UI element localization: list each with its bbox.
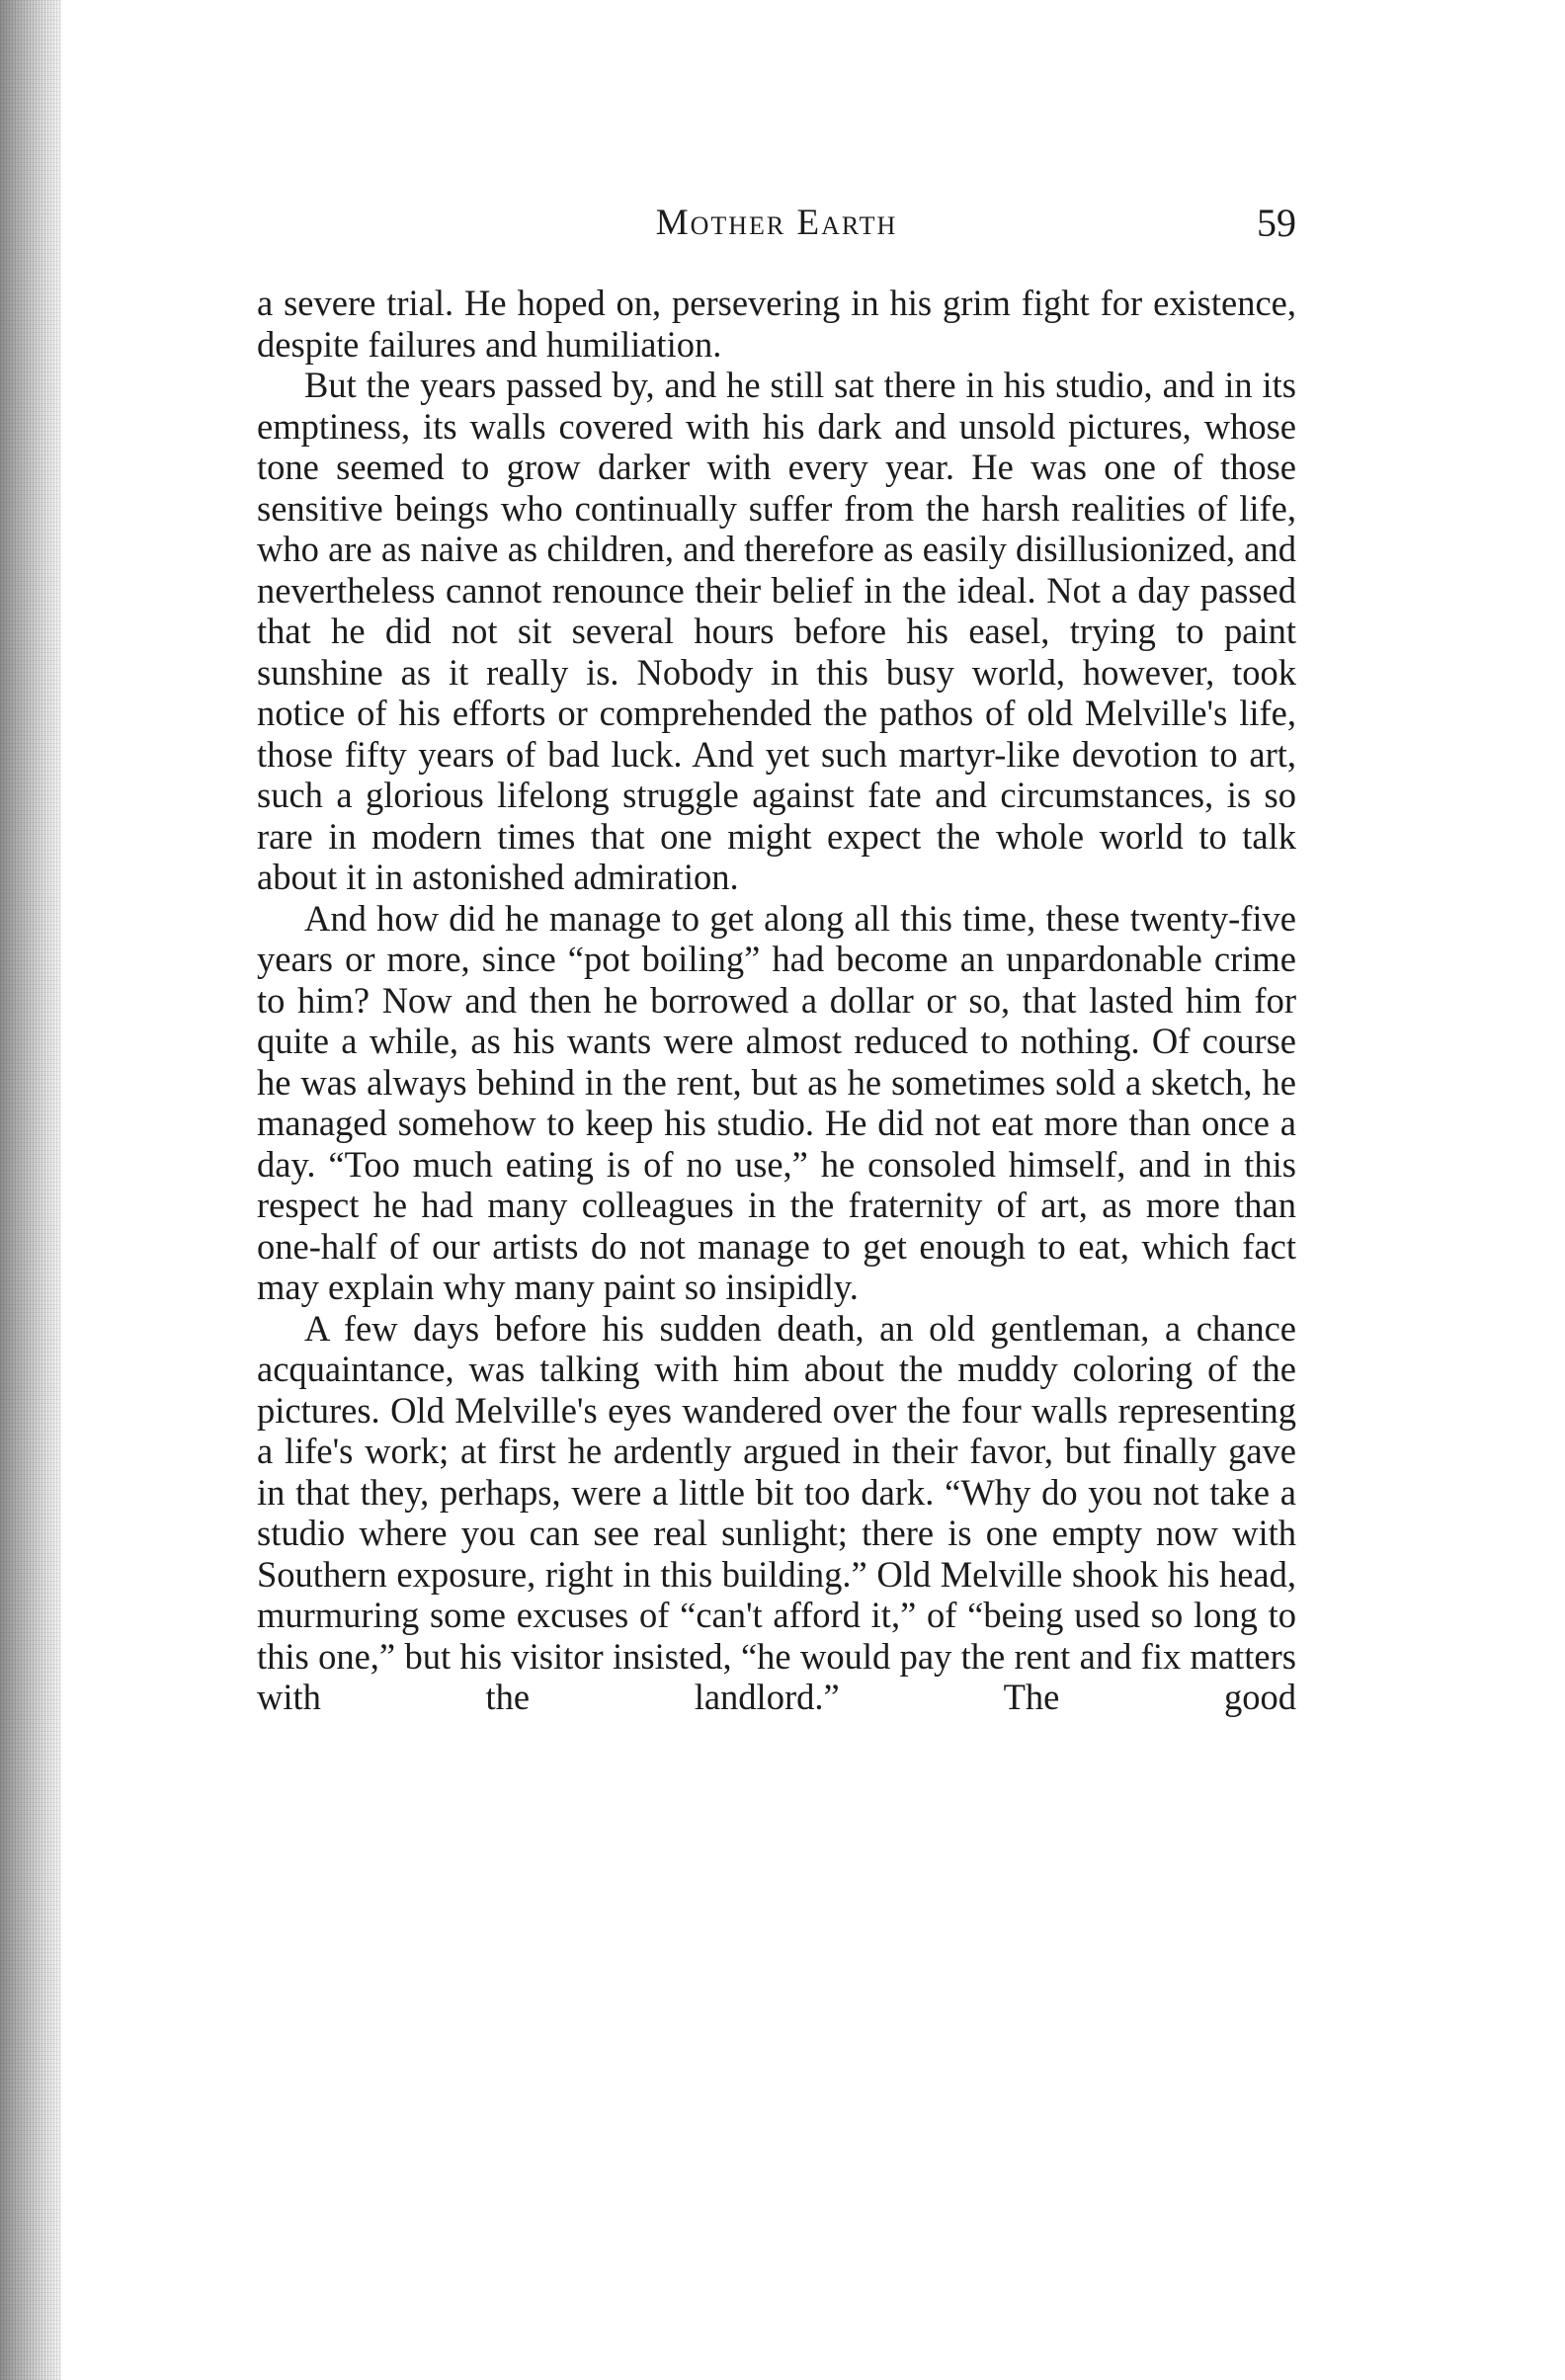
scan-binding-edge [0, 0, 61, 2380]
paragraph-years-passed: But the years passed by, and he still sat there in his studio, and in its emptiness, its walls covered with his dark and unsold pictures, whose tone seemed to grow darker with every year. He was one of those sensitive beings who continually suffer from the harsh realities of life, who are as naive as children, and therefore as easily disillusionized, and nevertheless cannot renounce their belief in the ideal. Not a day passed that he did not sit several hours before his easel, trying to paint sunshine as it really is. Nobody in this busy world, however, took notice of his efforts or comprehended the pathos of old Melville's life, those fifty years of bad luck. And yet such martyr-like devotion to art, such a glorious lifelong struggle against fate and circumstances, is so rare in modern times that one might expect the whole world to talk about it in astonished admiration. [257, 365, 1296, 897]
running-head [257, 198, 1296, 257]
page-number: 59 [1257, 201, 1296, 245]
paragraph-continuation: a severe trial. He hoped on, persevering in his grim fight for existence, despite failures and humiliation. [257, 283, 1296, 365]
running-title: Mother Earth [655, 203, 898, 243]
paragraph-old-gentleman: A few days before his sudden death, an old gentleman, a chance acquaintance, was talking with him about the muddy coloring of the pictures. Old Melville's eyes wandered over the four walls representing a life's work; at first he ardently argued in their favor, but finally gave in that they, perhaps, were a little bit too dark. “Why do you not take a studio where you can see real sunlight; there is one empty now with Southern exposure, right in this building.” Old Melville shook his head, murmuring some excuses of “can't afford it,” of “being used so long to this one,” but his visitor insisted, “he would pay the rent and fix matters with the landlord.” The good [257, 1307, 1296, 1717]
paragraph-manage-to-get-along: And how did he manage to get along all this time, these twenty-five years or more, since “pot boiling” had become an unpardonable crime to him? Now and then he borrowed a dollar or so, that lasted him for quite a while, as his wants were almost reduced to nothing. Of course he was always behind in the rent, but as he sometimes sold a sketch, he managed somehow to keep his studio. He did not eat more than once a day. “Too much eating is of no use,” he consoled himself, and in this respect he had many colleagues in the fraternity of art, as more than one-half of our artists do not manage to get enough to eat, which fact may explain why many paint so insipidly. [257, 897, 1296, 1307]
body-text [257, 283, 1296, 1718]
